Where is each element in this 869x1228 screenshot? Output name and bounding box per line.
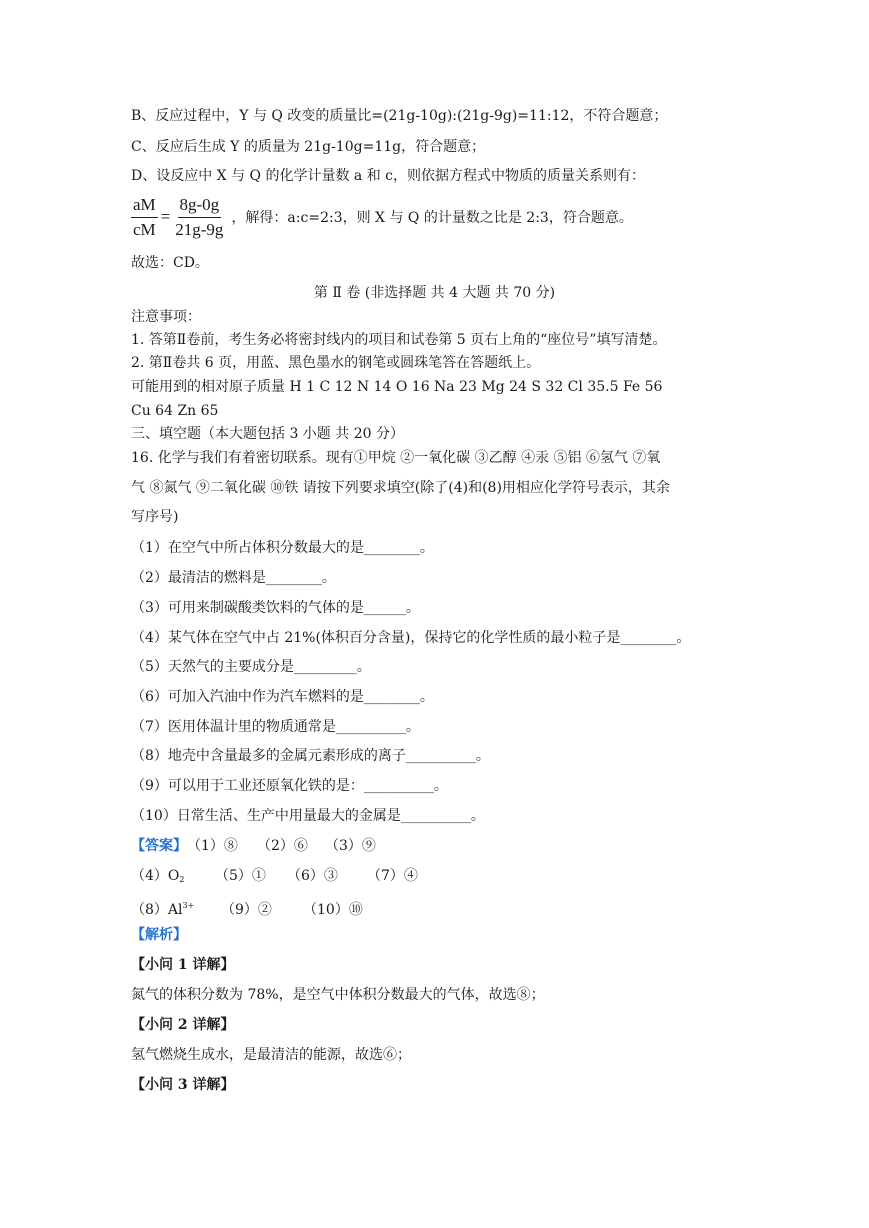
- sub-question-6: （6）可加入汽油中作为汽车燃料的是________。: [131, 689, 434, 705]
- answer-8-superscript: 3+: [182, 901, 195, 910]
- answer-row-1: [131, 837, 376, 855]
- atomic-mass-line-1: 可能用到的相对原子质量 H 1 C 12 N 14 O 16 Na 23 Mg 24 S 32 Cl 35.5 Fe 56: [131, 379, 663, 395]
- answer-2: （2）⑥: [257, 838, 308, 854]
- sub-question-3: （3）可用来制碳酸类饮料的气体的是______。: [131, 600, 420, 616]
- question-16-stem-2: 气 ⑧氮气 ⑨二氧化碳 ⑩铁 请按下列要求填空(除了(4)和(8)用相应化学符号表示，其余: [131, 480, 670, 496]
- right-numerator: 8g-0g: [178, 195, 222, 218]
- option-d-line: D、设反应中 X 与 Q 的化学计量数 a 和 c，则依据方程式中物质的质量关系则有：: [131, 168, 646, 184]
- answer-10: （10）⑩: [303, 902, 363, 918]
- answer-4: [131, 867, 215, 889]
- sub-question-7: （7）医用体温计里的物质通常是__________。: [131, 719, 420, 735]
- answer-4-subscript: 2: [179, 875, 185, 884]
- analysis-label: 【解析】: [131, 927, 187, 943]
- part-three-heading: 三、填空题（本大题包括 3 小题 共 20 分）: [131, 426, 404, 442]
- choice-line: 故选：CD。: [131, 255, 209, 271]
- option-b-line: B、反应过程中，Y 与 Q 改变的质量比=(21g-10g):(21g-9g)=11:12，不符合题意；: [131, 108, 668, 124]
- answer-6: （6）③: [287, 868, 338, 884]
- analysis-q2-text: 氢气燃烧生成水，是最清洁的能源，故选⑥；: [131, 1047, 411, 1063]
- analysis-q2-heading: 【小问 2 详解】: [131, 1017, 235, 1033]
- sub-question-9: （9）可以用于工业还原氧化铁的是：__________。: [131, 778, 448, 794]
- answer-8-symbol: （8）Al: [131, 902, 183, 918]
- left-numerator: aM: [131, 195, 158, 218]
- left-denominator: cM: [133, 219, 156, 239]
- answer-row-2: [131, 867, 418, 889]
- notice-item-2: 2. 第Ⅱ卷共 6 页，用蓝、黑色墨水的钢笔或圆珠笔答在答题纸上。: [131, 355, 541, 371]
- answer-4-symbol: （4）O: [131, 868, 180, 884]
- sub-question-5: （5）天然气的主要成分是_________。: [131, 659, 371, 675]
- question-16-stem-1: 16. 化学与我们有着密切联系。现有①甲烷 ②一氧化碳 ③乙醇 ④汞 ⑤铝 ⑥氢气 ⑦氧: [131, 450, 661, 466]
- answer-9: （9）②: [221, 902, 272, 918]
- right-denominator: 21g-9g: [175, 219, 224, 239]
- notice-item-1: 1. 答第Ⅱ卷前，考生务必将密封线内的项目和试卷第 5 页右上角的“座位号”填写清楚。: [131, 332, 667, 348]
- analysis-q3-heading: 【小问 3 详解】: [131, 1077, 235, 1093]
- answer-5: （5）①: [215, 868, 266, 884]
- answer-label: 【答案】: [131, 838, 187, 854]
- sub-question-8: （8）地壳中含量最多的金属元素形成的离子__________。: [131, 748, 490, 764]
- notice-heading: 注意事项：: [131, 309, 201, 325]
- solution-text: ，解得：a:c=2:3，则 X 与 Q 的计量数之比是 2:3，符合题意。: [231, 210, 633, 226]
- analysis-q1-text: 氮气的体积分数为 78%，是空气中体积分数最大的气体，故选⑧；: [131, 987, 545, 1003]
- sub-question-2: （2）最清洁的燃料是________。: [131, 570, 336, 586]
- fraction-equation: [131, 192, 633, 242]
- sub-question-1: （1）在空气中所占体积分数最大的是________。: [131, 540, 434, 556]
- option-c-line: C、反应后生成 Y 的质量为 21g-10g=11g，符合题意；: [131, 139, 486, 155]
- answer-7: （7）④: [367, 868, 418, 884]
- answer-1: （1）⑧: [187, 838, 238, 854]
- answer-3: （3）⑨: [325, 838, 376, 854]
- equals-sign: =: [160, 207, 171, 226]
- analysis-q1-heading: 【小问 1 详解】: [131, 957, 235, 973]
- right-fraction: [173, 195, 225, 240]
- section-title: 第 Ⅱ 卷 (非选择题 共 4 大题 共 70 分): [313, 285, 556, 301]
- answer-8: [131, 897, 221, 919]
- answer-row-3: [131, 897, 363, 919]
- atomic-mass-line-2: Cu 64 Zn 65: [131, 403, 219, 419]
- left-fraction: [131, 195, 158, 240]
- sub-question-4: （4）某气体在空气中占 21%(体积百分含量)，保持它的化学性质的最小粒子是________。: [131, 630, 691, 646]
- sub-question-10: （10）日常生活、生产中用量最大的金属是__________。: [131, 808, 485, 824]
- question-16-stem-3: 写序号): [131, 509, 179, 525]
